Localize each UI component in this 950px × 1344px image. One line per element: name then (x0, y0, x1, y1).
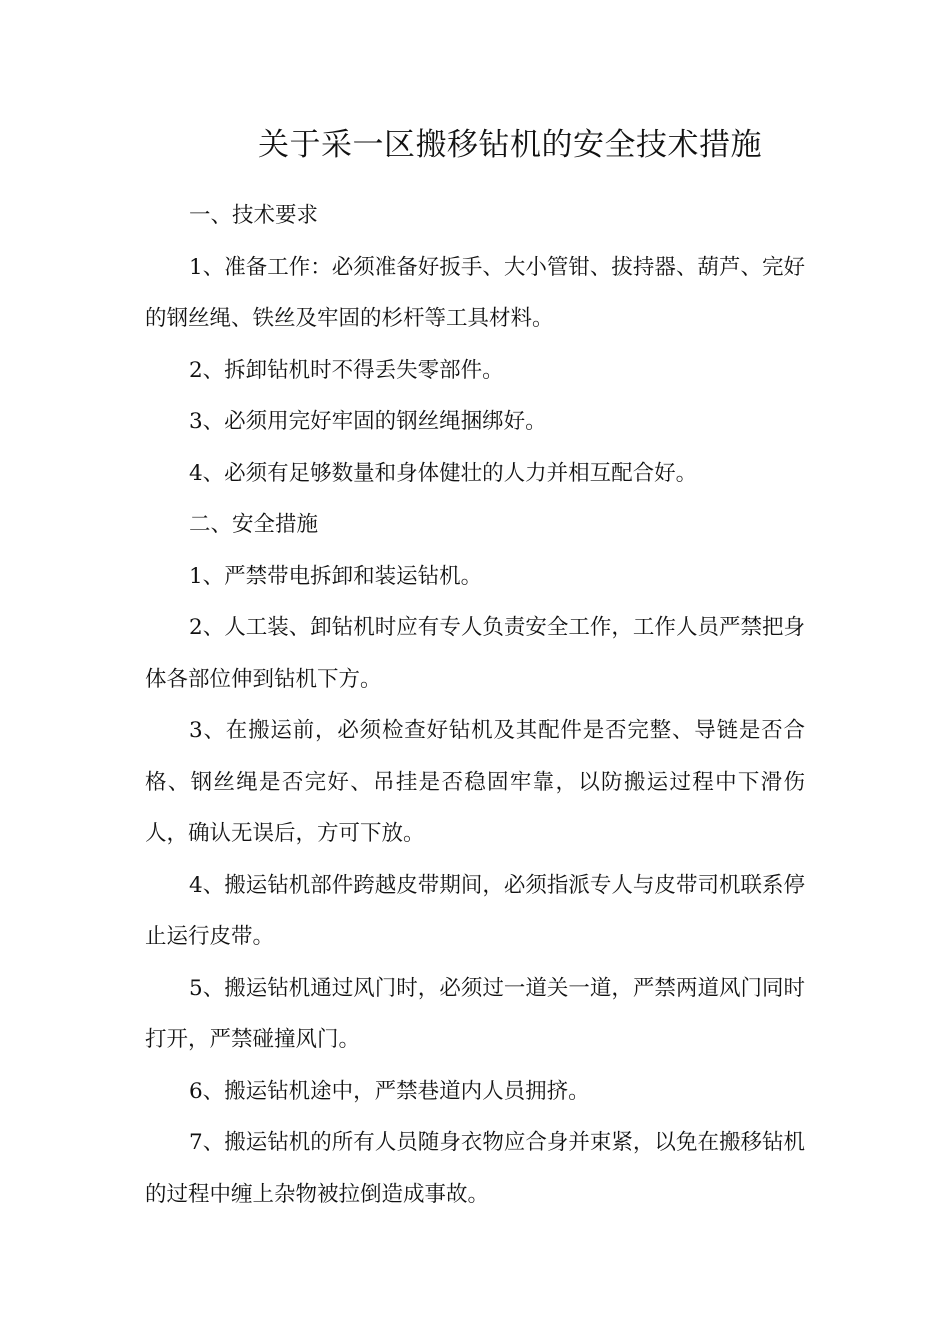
paragraph-requirement-1: 1、准备工作：必须准备好扳手、大小管钳、拔持器、葫芦、完好的钢丝绳、铁丝及牢固的杉杆等工具材料。 (145, 254, 805, 331)
paragraph-safety-5: 5、搬运钻机通过风门时，必须过一道关一道，严禁两道风门同时打开，严禁碰撞风门。 (145, 975, 805, 1052)
paragraph-safety-3: 3、在搬运前，必须检查好钻机及其配件是否完整、导链是否合格、钢丝绳是否完好、吊挂是否稳固牢靠，以防搬运过程中下滑伤人，确认无误后，方可下放。 (145, 718, 805, 846)
document-body (145, 190, 805, 1220)
paragraph-requirement-3: 3、必须用完好牢固的钢丝绳捆绑好。 (189, 409, 547, 434)
paragraph-safety-4: 4、搬运钻机部件跨越皮带期间，必须指派专人与皮带司机联系停止运行皮带。 (145, 872, 805, 949)
paragraph-safety-1: 1、严禁带电拆卸和装运钻机。 (189, 563, 483, 589)
paragraph-safety-7: 7、搬运钻机的所有人员随身衣物应合身并束紧，以免在搬移钻机的过程中缠上杂物被拉倒造成事故。 (145, 1130, 805, 1207)
paragraph-safety-2: 2、人工装、卸钻机时应有专人负责安全工作，工作人员严禁把身体各部位伸到钻机下方。 (145, 615, 805, 692)
paragraph-requirement-4: 4、必须有足够数量和身体健壮的人力并相互配合好。 (189, 460, 698, 486)
section-heading-safety-measures: 二、安全措施 (189, 512, 319, 537)
section-heading-technical-requirements: 一、技术要求 (189, 203, 319, 228)
paragraph-safety-6: 6、搬运钻机途中，严禁巷道内人员拥挤。 (189, 1078, 590, 1104)
paragraph-requirement-2: 2、拆卸钻机时不得丢失零部件。 (189, 357, 504, 383)
document-title: 关于采一区搬移钻机的安全技术措施 (258, 127, 762, 163)
